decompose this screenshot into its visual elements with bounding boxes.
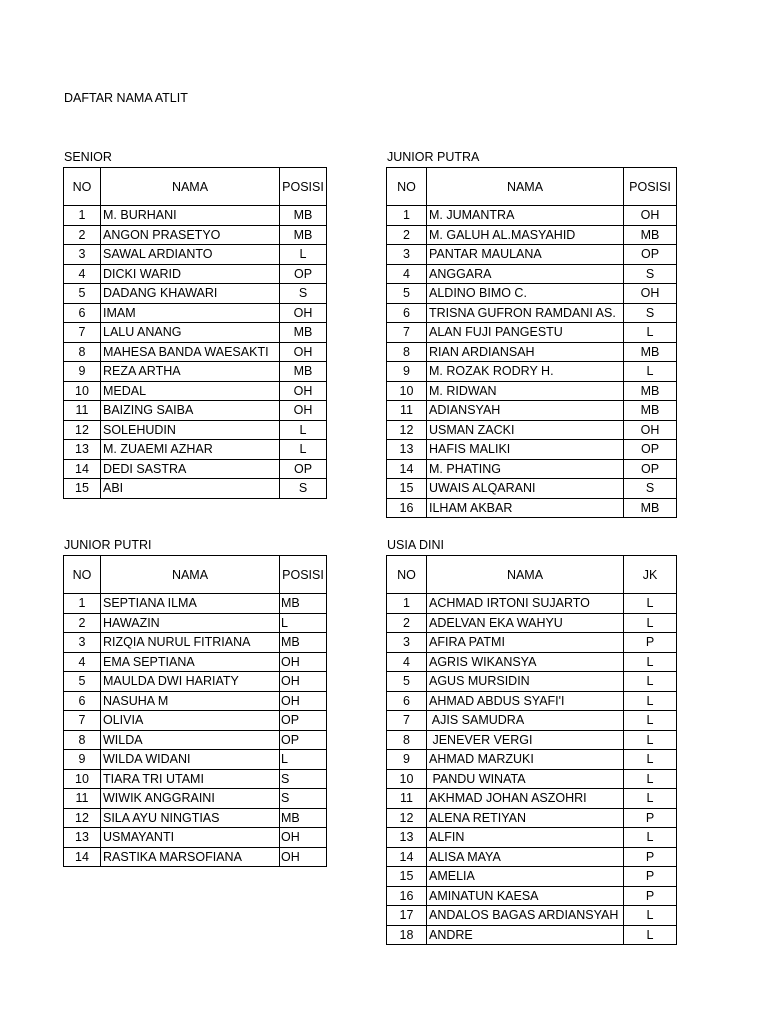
header-no: NO [64, 168, 101, 206]
row-number: 5 [64, 284, 101, 304]
gender-code: P [624, 886, 677, 906]
table-row [64, 459, 327, 479]
table-row [64, 245, 327, 265]
position-code: OH [280, 303, 327, 323]
position-code: OH [280, 652, 327, 672]
position-code: MB [624, 225, 677, 245]
row-number: 10 [64, 769, 101, 789]
position-code: S [280, 789, 327, 809]
athlete-name: AHMAD ABDUS SYAFI'I [427, 691, 624, 711]
section-label-junior-putra: JUNIOR PUTRA [387, 150, 480, 164]
position-code: MB [280, 633, 327, 653]
athlete-name: ADIANSYAH [427, 401, 624, 421]
athlete-name: M. BURHANI [101, 206, 280, 226]
athlete-name: ANGON PRASETYO [101, 225, 280, 245]
athlete-name: ALAN FUJI PANGESTU [427, 323, 624, 343]
row-number: 6 [64, 691, 101, 711]
athlete-name: ABI [101, 479, 280, 499]
table-row [387, 342, 677, 362]
athlete-name: ILHAM AKBAR [427, 498, 624, 518]
row-number: 9 [387, 362, 427, 382]
table-row [387, 420, 677, 440]
gender-code: L [624, 730, 677, 750]
athlete-name: M. JUMANTRA [427, 206, 624, 226]
gender-code: P [624, 808, 677, 828]
header-no: NO [387, 556, 427, 594]
athlete-name: SEPTIANA ILMA [101, 594, 280, 614]
row-number: 5 [387, 672, 427, 692]
row-number: 14 [64, 847, 101, 867]
table-row [64, 613, 327, 633]
table-row [387, 769, 677, 789]
row-number: 3 [64, 245, 101, 265]
row-number: 1 [387, 206, 427, 226]
table-row [64, 362, 327, 382]
row-number: 2 [387, 613, 427, 633]
table-row [64, 479, 327, 499]
header-no: NO [387, 168, 427, 206]
position-code: MB [280, 323, 327, 343]
table-row [387, 633, 677, 653]
table-row [387, 847, 677, 867]
position-code: OH [280, 691, 327, 711]
athlete-name: MAULDA DWI HARIATY [101, 672, 280, 692]
athlete-name: AHMAD MARZUKI [427, 750, 624, 770]
gender-code: L [624, 652, 677, 672]
athlete-name: UWAIS ALQARANI [427, 479, 624, 499]
position-code: MB [280, 362, 327, 382]
table-row [64, 652, 327, 672]
athlete-name: M. ZUAEMI AZHAR [101, 440, 280, 460]
table-row [64, 808, 327, 828]
header-no: NO [64, 556, 101, 594]
document-title: DAFTAR NAMA ATLIT [64, 91, 188, 105]
athlete-name: ALISA MAYA [427, 847, 624, 867]
row-number: 9 [387, 750, 427, 770]
table-row [64, 828, 327, 848]
position-code: MB [280, 206, 327, 226]
row-number: 12 [387, 808, 427, 828]
row-number: 15 [387, 867, 427, 887]
row-number: 16 [387, 886, 427, 906]
athlete-name: AMELIA [427, 867, 624, 887]
gender-code: L [624, 691, 677, 711]
table-row [64, 769, 327, 789]
table-row [64, 225, 327, 245]
position-code: L [624, 362, 677, 382]
table-row [387, 808, 677, 828]
table-row [64, 440, 327, 460]
gender-code: P [624, 867, 677, 887]
table-row [387, 789, 677, 809]
position-code: OH [624, 284, 677, 304]
gender-code: L [624, 925, 677, 945]
athlete-name: WIWIK ANGGRAINI [101, 789, 280, 809]
position-code: MB [624, 342, 677, 362]
row-number: 4 [387, 652, 427, 672]
row-number: 14 [64, 459, 101, 479]
row-number: 11 [387, 789, 427, 809]
table-row [387, 284, 677, 304]
position-code: L [280, 420, 327, 440]
gender-code: L [624, 750, 677, 770]
table-row [387, 459, 677, 479]
athlete-name: SAWAL ARDIANTO [101, 245, 280, 265]
position-code: OP [280, 711, 327, 731]
gender-code: L [624, 769, 677, 789]
gender-code: L [624, 789, 677, 809]
row-number: 5 [387, 284, 427, 304]
row-number: 11 [64, 401, 101, 421]
row-number: 2 [387, 225, 427, 245]
position-code: L [280, 613, 327, 633]
athlete-name: EMA SEPTIANA [101, 652, 280, 672]
athlete-name: LALU ANANG [101, 323, 280, 343]
header-posisi: POSISI [280, 168, 327, 206]
row-number: 4 [64, 264, 101, 284]
table-row [64, 206, 327, 226]
table-row [64, 847, 327, 867]
table-row [387, 730, 677, 750]
row-number: 13 [64, 828, 101, 848]
row-number: 9 [64, 362, 101, 382]
table-row [64, 594, 327, 614]
athlete-name: PANDU WINATA [427, 769, 624, 789]
header-nama: NAMA [101, 556, 280, 594]
athlete-name: REZA ARTHA [101, 362, 280, 382]
position-code: OH [280, 342, 327, 362]
athlete-name: M. GALUH AL.MASYAHID [427, 225, 624, 245]
row-number: 3 [387, 245, 427, 265]
position-code: L [280, 440, 327, 460]
junior-putra-table [386, 167, 677, 518]
athlete-name: AGUS MURSIDIN [427, 672, 624, 692]
athlete-name: AKHMAD JOHAN ASZOHRI [427, 789, 624, 809]
athlete-name: AMINATUN KAESA [427, 886, 624, 906]
row-number: 17 [387, 906, 427, 926]
athlete-name: AGRIS WIKANSYA [427, 652, 624, 672]
athlete-name: ANGGARA [427, 264, 624, 284]
header-posisi: POSISI [624, 168, 677, 206]
athlete-name: ADELVAN EKA WAHYU [427, 613, 624, 633]
gender-code: L [624, 828, 677, 848]
gender-code: P [624, 847, 677, 867]
row-number: 6 [64, 303, 101, 323]
position-code: OP [624, 459, 677, 479]
position-code: MB [280, 594, 327, 614]
gender-code: L [624, 711, 677, 731]
position-code: OP [280, 459, 327, 479]
athlete-name: USMAYANTI [101, 828, 280, 848]
athlete-name: DICKI WARID [101, 264, 280, 284]
position-code: S [280, 479, 327, 499]
table-row [387, 906, 677, 926]
row-number: 12 [387, 420, 427, 440]
table-row [387, 245, 677, 265]
athlete-name: NASUHA M [101, 691, 280, 711]
table-row [387, 498, 677, 518]
row-number: 11 [387, 401, 427, 421]
table-row [387, 323, 677, 343]
athlete-name: ACHMAD IRTONI SUJARTO [427, 594, 624, 614]
row-number: 10 [387, 381, 427, 401]
row-number: 4 [387, 264, 427, 284]
athlete-name: AFIRA PATMI [427, 633, 624, 653]
gender-code: L [624, 613, 677, 633]
row-number: 15 [64, 479, 101, 499]
athlete-name: WILDA [101, 730, 280, 750]
table-row [64, 342, 327, 362]
table-row [387, 479, 677, 499]
row-number: 10 [64, 381, 101, 401]
row-number: 1 [64, 594, 101, 614]
position-code: MB [624, 498, 677, 518]
row-number: 15 [387, 479, 427, 499]
position-code: S [280, 284, 327, 304]
position-code: S [280, 769, 327, 789]
table-row [387, 401, 677, 421]
table-row [387, 303, 677, 323]
position-code: MB [280, 808, 327, 828]
table-row [387, 264, 677, 284]
position-code: S [624, 479, 677, 499]
table-row [64, 691, 327, 711]
athlete-name: USMAN ZACKI [427, 420, 624, 440]
table-row [387, 652, 677, 672]
athlete-name: BAIZING SAIBA [101, 401, 280, 421]
athlete-name: JENEVER VERGI [427, 730, 624, 750]
position-code: S [624, 264, 677, 284]
position-code: OP [624, 440, 677, 460]
gender-code: P [624, 633, 677, 653]
gender-code: L [624, 906, 677, 926]
athlete-name: MAHESA BANDA WAESAKTI [101, 342, 280, 362]
row-number: 1 [387, 594, 427, 614]
position-code: L [280, 750, 327, 770]
position-code: MB [624, 401, 677, 421]
row-number: 6 [387, 303, 427, 323]
table-row [387, 206, 677, 226]
athlete-name: HAFIS MALIKI [427, 440, 624, 460]
row-number: 8 [64, 342, 101, 362]
position-code: S [624, 303, 677, 323]
table-row [387, 672, 677, 692]
row-number: 10 [387, 769, 427, 789]
athlete-name: M. RIDWAN [427, 381, 624, 401]
athlete-name: WILDA WIDANI [101, 750, 280, 770]
athlete-name: M. PHATING [427, 459, 624, 479]
athlete-name: RASTIKA MARSOFIANA [101, 847, 280, 867]
row-number: 2 [64, 225, 101, 245]
table-row [387, 362, 677, 382]
row-number: 14 [387, 459, 427, 479]
table-row [387, 440, 677, 460]
row-number: 7 [64, 323, 101, 343]
gender-code: L [624, 594, 677, 614]
row-number: 16 [387, 498, 427, 518]
row-number: 9 [64, 750, 101, 770]
table-row [64, 381, 327, 401]
athlete-name: RIZQIA NURUL FITRIANA [101, 633, 280, 653]
athlete-name: RIAN ARDIANSAH [427, 342, 624, 362]
row-number: 12 [64, 808, 101, 828]
table-row [64, 264, 327, 284]
row-number: 7 [387, 323, 427, 343]
athlete-name: IMAM [101, 303, 280, 323]
position-code: MB [280, 225, 327, 245]
row-number: 3 [64, 633, 101, 653]
position-code: OH [280, 828, 327, 848]
table-row [64, 303, 327, 323]
table-row [64, 789, 327, 809]
row-number: 18 [387, 925, 427, 945]
junior-putri-table [63, 555, 327, 867]
table-row [64, 711, 327, 731]
table-row [387, 381, 677, 401]
table-row [387, 691, 677, 711]
table-row [64, 420, 327, 440]
table-row [387, 867, 677, 887]
row-number: 3 [387, 633, 427, 653]
row-number: 12 [64, 420, 101, 440]
table-row [64, 633, 327, 653]
table-row [64, 672, 327, 692]
row-number: 8 [64, 730, 101, 750]
row-number: 8 [387, 342, 427, 362]
table-row [387, 711, 677, 731]
table-row [64, 323, 327, 343]
table-row [387, 828, 677, 848]
position-code: L [624, 323, 677, 343]
row-number: 2 [64, 613, 101, 633]
table-row [387, 886, 677, 906]
athlete-name: AJIS SAMUDRA [427, 711, 624, 731]
section-label-senior: SENIOR [64, 150, 112, 164]
table-row [387, 613, 677, 633]
table-row [387, 225, 677, 245]
header-nama: NAMA [427, 168, 624, 206]
athlete-name: M. ROZAK RODRY H. [427, 362, 624, 382]
position-code: OP [280, 264, 327, 284]
table-row [387, 750, 677, 770]
section-label-usia-dini: USIA DINI [387, 538, 444, 552]
table-row [387, 594, 677, 614]
athlete-name: SILA AYU NINGTIAS [101, 808, 280, 828]
athlete-name: ALENA RETIYAN [427, 808, 624, 828]
senior-table [63, 167, 327, 499]
table-row [64, 401, 327, 421]
row-number: 7 [64, 711, 101, 731]
position-code: OP [624, 245, 677, 265]
row-number: 13 [387, 828, 427, 848]
position-code: OH [280, 672, 327, 692]
table-row [64, 750, 327, 770]
position-code: L [280, 245, 327, 265]
athlete-name: SOLEHUDIN [101, 420, 280, 440]
athlete-name: ANDRE [427, 925, 624, 945]
row-number: 13 [387, 440, 427, 460]
row-number: 5 [64, 672, 101, 692]
table-row [387, 925, 677, 945]
header-jk: JK [624, 556, 677, 594]
header-posisi: POSISI [280, 556, 327, 594]
header-nama: NAMA [427, 556, 624, 594]
position-code: OH [624, 420, 677, 440]
athlete-name: PANTAR MAULANA [427, 245, 624, 265]
athlete-name: TRISNA GUFRON RAMDANI AS. [427, 303, 624, 323]
position-code: OH [280, 401, 327, 421]
row-number: 7 [387, 711, 427, 731]
position-code: OH [280, 847, 327, 867]
athlete-name: ALDINO BIMO C. [427, 284, 624, 304]
position-code: OH [624, 206, 677, 226]
athlete-name: DEDI SASTRA [101, 459, 280, 479]
athlete-name: MEDAL [101, 381, 280, 401]
row-number: 6 [387, 691, 427, 711]
position-code: OP [280, 730, 327, 750]
position-code: MB [624, 381, 677, 401]
row-number: 8 [387, 730, 427, 750]
table-row [64, 284, 327, 304]
row-number: 4 [64, 652, 101, 672]
row-number: 1 [64, 206, 101, 226]
athlete-name: TIARA TRI UTAMI [101, 769, 280, 789]
row-number: 11 [64, 789, 101, 809]
header-nama: NAMA [101, 168, 280, 206]
athlete-name: ALFIN [427, 828, 624, 848]
row-number: 14 [387, 847, 427, 867]
athlete-name: OLIVIA [101, 711, 280, 731]
position-code: OH [280, 381, 327, 401]
athlete-name: ANDALOS BAGAS ARDIANSYAH [427, 906, 624, 926]
usia-dini-table [386, 555, 677, 945]
row-number: 13 [64, 440, 101, 460]
gender-code: L [624, 672, 677, 692]
athlete-name: DADANG KHAWARI [101, 284, 280, 304]
athlete-name: HAWAZIN [101, 613, 280, 633]
table-row [64, 730, 327, 750]
section-label-junior-putri: JUNIOR PUTRI [64, 538, 152, 552]
